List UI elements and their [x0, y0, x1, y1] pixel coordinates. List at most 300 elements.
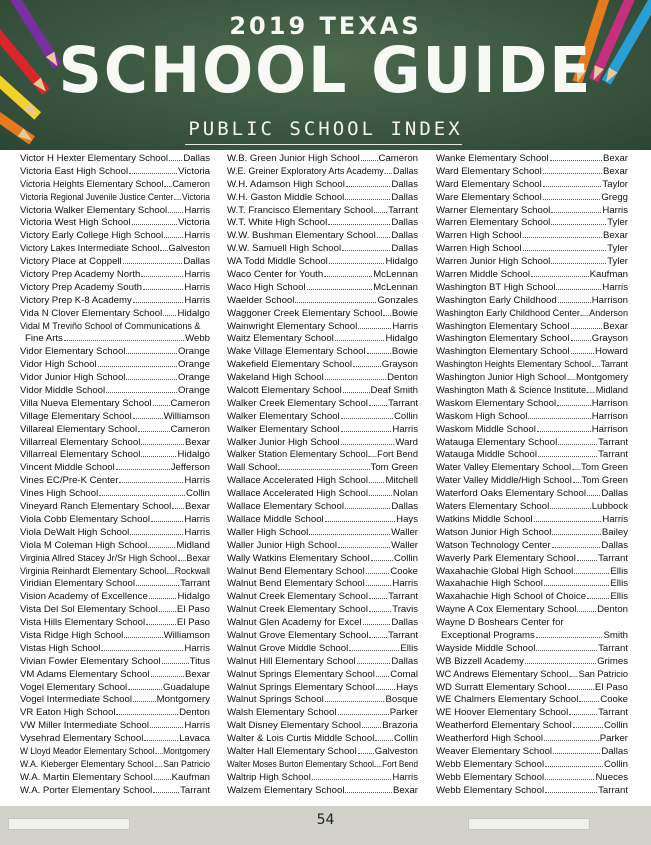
dot-leader: [178, 560, 186, 561]
list-item: [436, 617, 628, 630]
school-name: W.T. Francisco Elementary School: [227, 204, 374, 216]
county-name: Bailey: [601, 526, 628, 538]
dot-leader: [155, 766, 163, 767]
list-item: [227, 321, 418, 334]
list-item: [20, 617, 210, 630]
list-item: [227, 669, 418, 682]
school-name: Vista Ridge High School: [20, 629, 124, 641]
dot-leader: [550, 508, 591, 509]
list-item: [436, 604, 628, 617]
list-item: [20, 269, 210, 282]
list-item: [436, 205, 628, 218]
county-name: Tarrant: [388, 591, 418, 603]
list-item: [20, 437, 210, 450]
school-name: WE Chalmers Elementary School: [436, 694, 579, 706]
school-name: Walnut Grove Elementary School: [227, 629, 369, 641]
list-item: [436, 321, 628, 334]
dot-leader: [164, 186, 171, 187]
list-item: [20, 772, 210, 785]
dot-leader: [278, 469, 369, 470]
county-name: Harris: [184, 526, 210, 538]
school-name: Waskom Middle School: [436, 423, 536, 435]
county-name: El Paso: [176, 604, 210, 616]
county-name: Tarrant: [598, 552, 628, 564]
county-name: Harris: [184, 513, 210, 525]
dot-leader: [163, 315, 176, 316]
list-item: [227, 372, 418, 385]
dot-leader: [98, 366, 177, 367]
county-name: Dallas: [391, 230, 418, 242]
list-item: [20, 333, 210, 346]
school-name: Ward Elementary School: [436, 165, 542, 177]
dot-leader: [581, 315, 588, 316]
list-item: [20, 359, 210, 372]
school-name: Warren Junior High School: [436, 256, 551, 268]
dot-leader: [543, 173, 602, 174]
dot-leader: [169, 160, 182, 161]
dot-leader: [369, 637, 387, 638]
dot-leader: [369, 611, 391, 612]
list-item: [20, 785, 210, 798]
list-item: [227, 694, 418, 707]
list-item: [20, 527, 210, 540]
school-name: Waverly Park Elementary School: [436, 552, 576, 564]
county-name: Ellis: [400, 642, 418, 654]
county-name: Hidalgo: [385, 256, 418, 268]
county-name: Dallas: [391, 655, 418, 667]
county-name: Dallas: [391, 501, 418, 513]
county-name: Webb: [185, 333, 210, 345]
school-name: Warren High School: [436, 243, 522, 255]
dot-leader: [335, 340, 385, 341]
dot-leader: [362, 727, 381, 728]
school-name: Walnut Springs Elementary School: [227, 668, 375, 680]
school-name: Washington Elementary School: [436, 333, 570, 345]
school-name: Villarreal Elementary School: [20, 449, 141, 461]
list-item: [436, 398, 628, 411]
list-item: [227, 449, 418, 462]
county-name: Dallas: [183, 256, 210, 268]
list-item: [436, 282, 628, 295]
county-name: Deaf Smith: [370, 385, 418, 397]
county-name: Harris: [184, 294, 210, 306]
dot-leader: [545, 779, 594, 780]
dot-leader: [328, 224, 390, 225]
list-item: [436, 694, 628, 707]
dot-leader: [587, 598, 609, 599]
county-name: Bexar: [602, 230, 628, 242]
county-name: Rockwall: [174, 565, 210, 577]
school-name: Vogel Intermediate School: [20, 694, 133, 706]
county-name: Harris: [602, 513, 628, 525]
school-name: Wallace Middle School: [227, 513, 324, 525]
list-item: [436, 746, 628, 759]
list-item: [20, 604, 210, 617]
dot-leader: [523, 250, 607, 251]
list-item: [20, 166, 210, 179]
dot-leader: [148, 547, 175, 548]
school-name: W.T. White High School: [227, 217, 328, 229]
list-item: [20, 540, 210, 553]
school-name: Walker Elementary School: [227, 410, 340, 422]
school-name: Washington Early Childhood: [436, 294, 557, 306]
dot-leader: [551, 263, 606, 264]
school-name: WB Bizzell Academy: [436, 655, 524, 667]
dot-leader: [174, 199, 181, 200]
school-index-columns: [0, 153, 651, 803]
list-item: [20, 553, 210, 566]
list-item: [227, 733, 418, 746]
list-item: [436, 475, 628, 488]
list-item: [227, 604, 418, 617]
school-name: Vidor High School: [20, 359, 97, 371]
county-name: Kaufman: [171, 771, 210, 783]
county-name: Harris: [184, 204, 210, 216]
dot-leader: [130, 534, 183, 535]
dot-leader: [375, 766, 381, 767]
county-name: Gonzales: [377, 294, 418, 306]
list-item: [20, 643, 210, 656]
subtitle-underline: [185, 144, 462, 145]
list-item: [227, 591, 418, 604]
county-name: Harris: [392, 423, 418, 435]
dot-leader: [338, 714, 389, 715]
dot-leader: [385, 173, 392, 174]
list-item: [20, 707, 210, 720]
list-item: [20, 192, 210, 205]
school-name: Walsh Elementary School: [227, 707, 337, 719]
county-name: Grayson: [591, 333, 628, 345]
county-name: Dallas: [391, 217, 418, 229]
list-item: [227, 527, 418, 540]
county-name: Tom Green: [581, 475, 628, 487]
dot-leader: [156, 753, 163, 754]
dot-leader: [553, 753, 600, 754]
county-name: Tarrant: [600, 359, 628, 371]
dot-leader: [346, 186, 390, 187]
county-name: San Patricio: [163, 758, 210, 770]
list-item: [227, 179, 418, 192]
county-name: Bexar: [184, 501, 210, 513]
county-name: Tom Green: [370, 462, 418, 474]
dot-leader: [325, 521, 395, 522]
school-name: Waxahachie High School of Choice: [436, 591, 587, 603]
school-name: Viola Cobb Elementary School: [20, 513, 150, 525]
dot-leader: [569, 676, 577, 677]
dot-leader: [571, 340, 591, 341]
list-item: [227, 566, 418, 579]
school-name: Watkins Middle School: [436, 513, 533, 525]
dot-leader: [376, 676, 389, 677]
school-name: W Lloyd Meador Elementary School: [20, 745, 155, 757]
school-name: Vines EC/Pre-K Center: [20, 475, 119, 487]
school-name: Walzem Elementary School: [227, 784, 345, 796]
school-name: W.A. Porter Elementary School: [20, 784, 153, 796]
list-item: [227, 385, 418, 398]
dot-leader: [375, 740, 393, 741]
county-name: Harris: [602, 204, 628, 216]
list-item: [436, 733, 628, 746]
list-item: [227, 205, 418, 218]
list-item: [436, 488, 628, 501]
school-name: Webb Elementary School: [436, 784, 545, 796]
school-name: W.H. Adamson High School: [227, 178, 345, 190]
county-name: Galveston: [374, 745, 418, 757]
school-name: Weatherford Elementary School: [436, 720, 572, 732]
dot-leader: [552, 547, 601, 548]
list-item: [436, 449, 628, 462]
dot-leader: [341, 431, 392, 432]
school-name: Waltrip High School: [227, 771, 311, 783]
list-item: [20, 746, 210, 759]
list-item: [436, 578, 628, 591]
county-name: Orange: [178, 385, 210, 397]
county-name: Fort Bend: [382, 758, 418, 770]
list-item: [20, 449, 210, 462]
school-name: WC Andrews Elementary School: [436, 668, 569, 680]
school-name: Walter Moses Burton Elementary School: [227, 758, 375, 770]
county-name: Denton: [597, 604, 628, 616]
school-name: Waller High School: [227, 526, 309, 538]
dot-leader: [525, 663, 596, 664]
dot-leader: [544, 740, 599, 741]
dot-leader: [577, 560, 597, 561]
list-item: [436, 566, 628, 579]
list-item: [436, 256, 628, 269]
dot-leader: [154, 779, 171, 780]
dot-leader: [160, 250, 167, 251]
county-name: Denton: [387, 372, 418, 384]
dot-leader: [569, 714, 597, 715]
school-name: Wallace Elementary School: [227, 501, 344, 513]
county-name: Harris: [392, 771, 418, 783]
list-item: [436, 192, 628, 205]
dot-leader: [571, 328, 602, 329]
county-name: Bexar: [184, 436, 210, 448]
dot-leader: [133, 302, 184, 303]
school-name: W.W. Bushman Elementary School: [227, 230, 376, 242]
county-name: Bexar: [602, 165, 628, 177]
dot-leader: [523, 237, 602, 238]
county-name: Dallas: [601, 488, 628, 500]
dot-leader: [64, 340, 184, 341]
county-name: Dallas: [393, 165, 418, 177]
dot-leader: [369, 405, 387, 406]
county-name: Montgomery: [156, 694, 210, 706]
dot-leader: [153, 792, 179, 793]
index-column-1: [20, 153, 210, 798]
dot-leader: [374, 212, 387, 213]
county-name: Hays: [396, 681, 418, 693]
list-item: [436, 785, 628, 798]
school-name: WE Hoover Elementary School: [436, 707, 569, 719]
county-name: Hays: [396, 513, 418, 525]
school-name: Wayne D Boshears Center for: [436, 617, 564, 629]
list-item: [436, 411, 628, 424]
school-name: Victory Lakes Intermediate School: [20, 243, 160, 255]
school-name: Walnut Grove Middle School: [227, 642, 349, 654]
county-name: Harris: [184, 642, 210, 654]
dot-leader: [538, 456, 597, 457]
county-name: Tarrant: [598, 642, 628, 654]
school-name: Waskom High School: [436, 410, 528, 422]
list-item: [436, 230, 628, 243]
dot-leader: [543, 199, 601, 200]
list-item: [436, 759, 628, 772]
school-name: Warren High School: [436, 230, 522, 242]
list-item: [20, 372, 210, 385]
list-item: [227, 630, 418, 643]
school-name: Watauga Middle School: [436, 449, 537, 461]
guide-year-title: 2019 TEXAS: [229, 12, 422, 40]
county-name: Collin: [186, 488, 210, 500]
dot-leader: [556, 289, 601, 290]
school-name: Victory Prep K-8 Academy: [20, 294, 132, 306]
list-item: [20, 591, 210, 604]
school-name: Walnut Creek Elementary School: [227, 591, 368, 603]
school-name: Washington Elementary School: [436, 320, 570, 332]
county-name: Titus: [189, 655, 210, 667]
county-name: Tarrant: [388, 629, 418, 641]
list-item: [227, 398, 418, 411]
county-name: Harrison: [591, 423, 628, 435]
school-name: Wakeland High School: [227, 372, 324, 384]
county-name: Bexar: [186, 552, 210, 564]
county-name: Bexar: [602, 153, 628, 164]
dot-leader: [119, 482, 183, 483]
county-name: Collin: [604, 758, 628, 770]
school-name: Victor H Hexter Elementary School: [20, 153, 169, 164]
list-item: [20, 217, 210, 230]
school-name: Watauga Elementary School: [436, 436, 558, 448]
list-item: [227, 540, 418, 553]
school-name: Walter & Lois Curtis Middle School: [227, 733, 375, 745]
county-name: Hidalgo: [177, 449, 210, 461]
county-name: Tyler: [607, 256, 628, 268]
county-name: Harrison: [591, 397, 628, 409]
dot-leader: [367, 353, 391, 354]
dot-leader: [383, 315, 391, 316]
dot-leader: [129, 173, 177, 174]
school-name: Walcott Elementary School: [227, 385, 342, 397]
school-name: WD Surratt Elementary School: [436, 681, 567, 693]
list-item: [20, 424, 210, 437]
school-name: Weatherford High School: [436, 733, 544, 745]
dot-leader: [557, 405, 591, 406]
county-name: Midland: [176, 539, 210, 551]
list-item: [436, 553, 628, 566]
county-name: Dallas: [391, 617, 418, 629]
index-column-2: [227, 153, 418, 798]
dot-leader: [587, 495, 600, 496]
list-item: [436, 308, 628, 321]
dot-leader: [124, 637, 162, 638]
guide-main-title: SCHOOL GUIDE: [58, 34, 593, 108]
dot-leader: [99, 495, 185, 496]
county-name: Cameron: [170, 423, 210, 435]
school-name: Vidor Middle School: [20, 385, 106, 397]
list-item: [227, 578, 418, 591]
list-item: [436, 153, 628, 166]
county-name: Travis: [392, 604, 418, 616]
list-item: [227, 475, 418, 488]
list-item: [227, 501, 418, 514]
list-item: [227, 759, 418, 772]
list-item: [227, 488, 418, 501]
county-name: Waller: [391, 539, 418, 551]
list-item: [436, 372, 628, 385]
list-item: [227, 424, 418, 437]
school-name: Villareal Elementary School: [20, 423, 138, 435]
list-item: [436, 333, 628, 346]
dot-leader: [369, 482, 385, 483]
school-name: Wall School: [227, 462, 278, 474]
county-name: Gregg: [601, 191, 628, 203]
dot-leader: [369, 495, 392, 496]
county-name: Ellis: [610, 578, 628, 590]
county-name: Howard: [594, 346, 628, 358]
dot-leader: [353, 366, 381, 367]
school-name: Vistas High School: [20, 642, 101, 654]
school-name: Weaver Elementary School: [436, 745, 553, 757]
county-name: Tyler: [607, 217, 628, 229]
dot-leader: [325, 701, 385, 702]
school-name: Walter Hall Elementary School: [227, 745, 357, 757]
dot-leader: [341, 444, 395, 445]
school-name: W.A. Kieberger Elementary School: [20, 758, 154, 770]
school-name: W.E. Greiner Exploratory Arts Academy: [227, 165, 384, 177]
county-name: Brazoria: [382, 720, 418, 732]
dot-leader: [149, 598, 177, 599]
school-name: Village Elementary School: [20, 410, 132, 422]
county-name: Kaufman: [589, 269, 628, 281]
county-name: Dallas: [391, 178, 418, 190]
dot-leader: [366, 573, 390, 574]
dot-leader: [138, 431, 169, 432]
school-name: Walt Disney Elementary School: [227, 720, 362, 732]
list-item: [227, 359, 418, 372]
list-item: [227, 553, 418, 566]
list-item: [227, 282, 418, 295]
county-name: Cooke: [600, 694, 628, 706]
school-name: Villa Nueva Elementary School: [20, 397, 152, 409]
county-name: Collin: [604, 720, 628, 732]
county-name: Ellis: [610, 591, 628, 603]
dot-leader: [358, 753, 374, 754]
list-item: [20, 759, 210, 772]
school-name: Waskom Elementary School: [436, 397, 557, 409]
dot-leader: [587, 392, 595, 393]
list-item: [227, 256, 418, 269]
dot-leader: [164, 237, 183, 238]
school-name: Warren Elementary School: [436, 217, 551, 229]
dot-leader: [151, 676, 184, 677]
dot-leader: [551, 212, 601, 213]
list-item: [436, 514, 628, 527]
list-item: [20, 256, 210, 269]
dot-leader: [345, 792, 391, 793]
county-name: Dallas: [391, 243, 418, 255]
dot-leader: [151, 521, 183, 522]
list-item: [227, 656, 418, 669]
school-name: Washington Heights Elementary School: [436, 359, 591, 371]
list-item: [227, 707, 418, 720]
dot-leader: [143, 289, 183, 290]
school-name: Wainwright Elementary School: [227, 320, 358, 332]
school-name: Vysehrad Elementary School: [20, 733, 144, 745]
list-item: [227, 166, 418, 179]
dot-leader: [116, 469, 170, 470]
